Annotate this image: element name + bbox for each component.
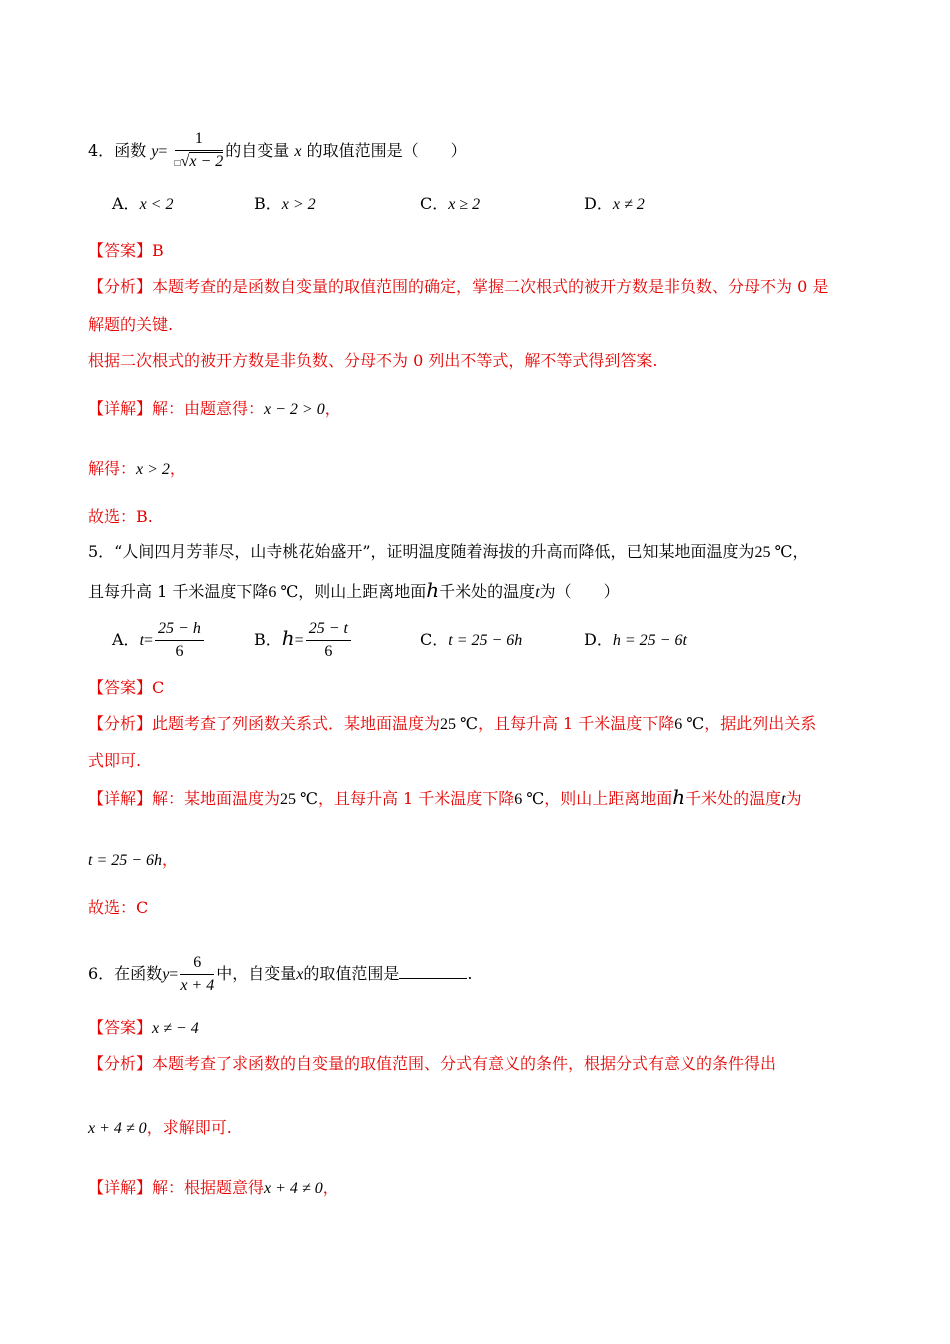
q4-analysis: 【分析】本题考查的是函数自变量的取值范围的确定，掌握二次根式的被开方数是非负数、分母不为 0 是 <box>88 277 829 296</box>
func-y: y <box>151 143 159 160</box>
q5-solution: t = 25 − 6h， <box>88 850 179 869</box>
q6-analysis-cont: x + 4 ≠ 0，求解即可. <box>88 1118 232 1137</box>
q4-stem: 4．函数 y= $\frac{1}{□√x - 2}$ 的自变量 x 的取值范围是（ ） <box>88 128 467 175</box>
q5-analysis-cont: 式即可. <box>88 751 142 770</box>
q5-choose: 故选：C <box>88 898 149 917</box>
q5-detail: 【详解】解：某地面温度为25 ℃，且每升高 1 千米温度下降6 ℃，则山上距离地面h千米处的温度t为 <box>88 785 802 809</box>
q6-stem: 6．在函数y= $\frac{6}{x + 4}$ 中，自变量x的取值范围是 . <box>88 952 472 997</box>
q5-stem-2: 且每升高 1 千米温度下降6 ℃，则山上距离地面h千米处的温度t为（ ） <box>88 578 620 602</box>
q4-solution: 解得：x > 2， <box>88 459 186 478</box>
q4-analysis-cont: 解题的关键. <box>88 315 174 334</box>
q4-detail: 【详解】解：由题意得：x − 2 > 0， <box>88 399 341 418</box>
q5-answer: 【答案】C <box>88 678 165 697</box>
answer-blank[interactable] <box>399 960 467 979</box>
q6-analysis: 【分析】本题考查了求函数的自变量的取值范围、分式有意义的条件，根据分式有意义的条件得出 <box>88 1054 777 1073</box>
q6-answer: 【答案】x ≠ − 4 <box>88 1018 199 1037</box>
q4-option-b[interactable]: B．x > 2 <box>254 194 316 213</box>
q4-option-a[interactable]: A．x < 2 <box>112 194 174 213</box>
q5-stem-1: 5．“人间四月芳菲尽，山寺桃花始盛开”，证明温度随着海拔的升高而降低，已知某地面温度为25 ℃， <box>88 542 809 561</box>
q5-option-a[interactable]: A．t= $\frac{25 - h}{6}$ <box>112 618 206 663</box>
q4-choose: 故选：B. <box>88 507 153 526</box>
q4-fraction: $\frac{1}{□√x - 2}$ <box>174 130 224 170</box>
q4-option-c[interactable]: C．x ≥ 2 <box>420 194 481 213</box>
q4-analysis-method: 根据二次根式的被开方数是非负数、分母不为 0 列出不等式，解不等式得到答案. <box>88 351 658 370</box>
q6-fraction: $\frac{6}{x + 4}$ <box>180 954 215 994</box>
q5-analysis: 【分析】此题考查了列函数关系式．某地面温度为25 ℃，且每升高 1 千米温度下降6 ℃，据此列出关系 <box>88 714 817 733</box>
q4-answer: 【答案】B <box>88 241 164 260</box>
q4-option-d[interactable]: D．x ≠ 2 <box>584 194 645 213</box>
q5-option-d[interactable]: D．h = 25 − 6t <box>584 630 687 649</box>
q5-option-b[interactable]: B．h= $\frac{25 - t}{6}$ <box>254 618 353 663</box>
q6-detail: 【详解】解：根据题意得x + 4 ≠ 0， <box>88 1178 339 1197</box>
q5-option-c[interactable]: C．t = 25 − 6h <box>420 630 523 649</box>
